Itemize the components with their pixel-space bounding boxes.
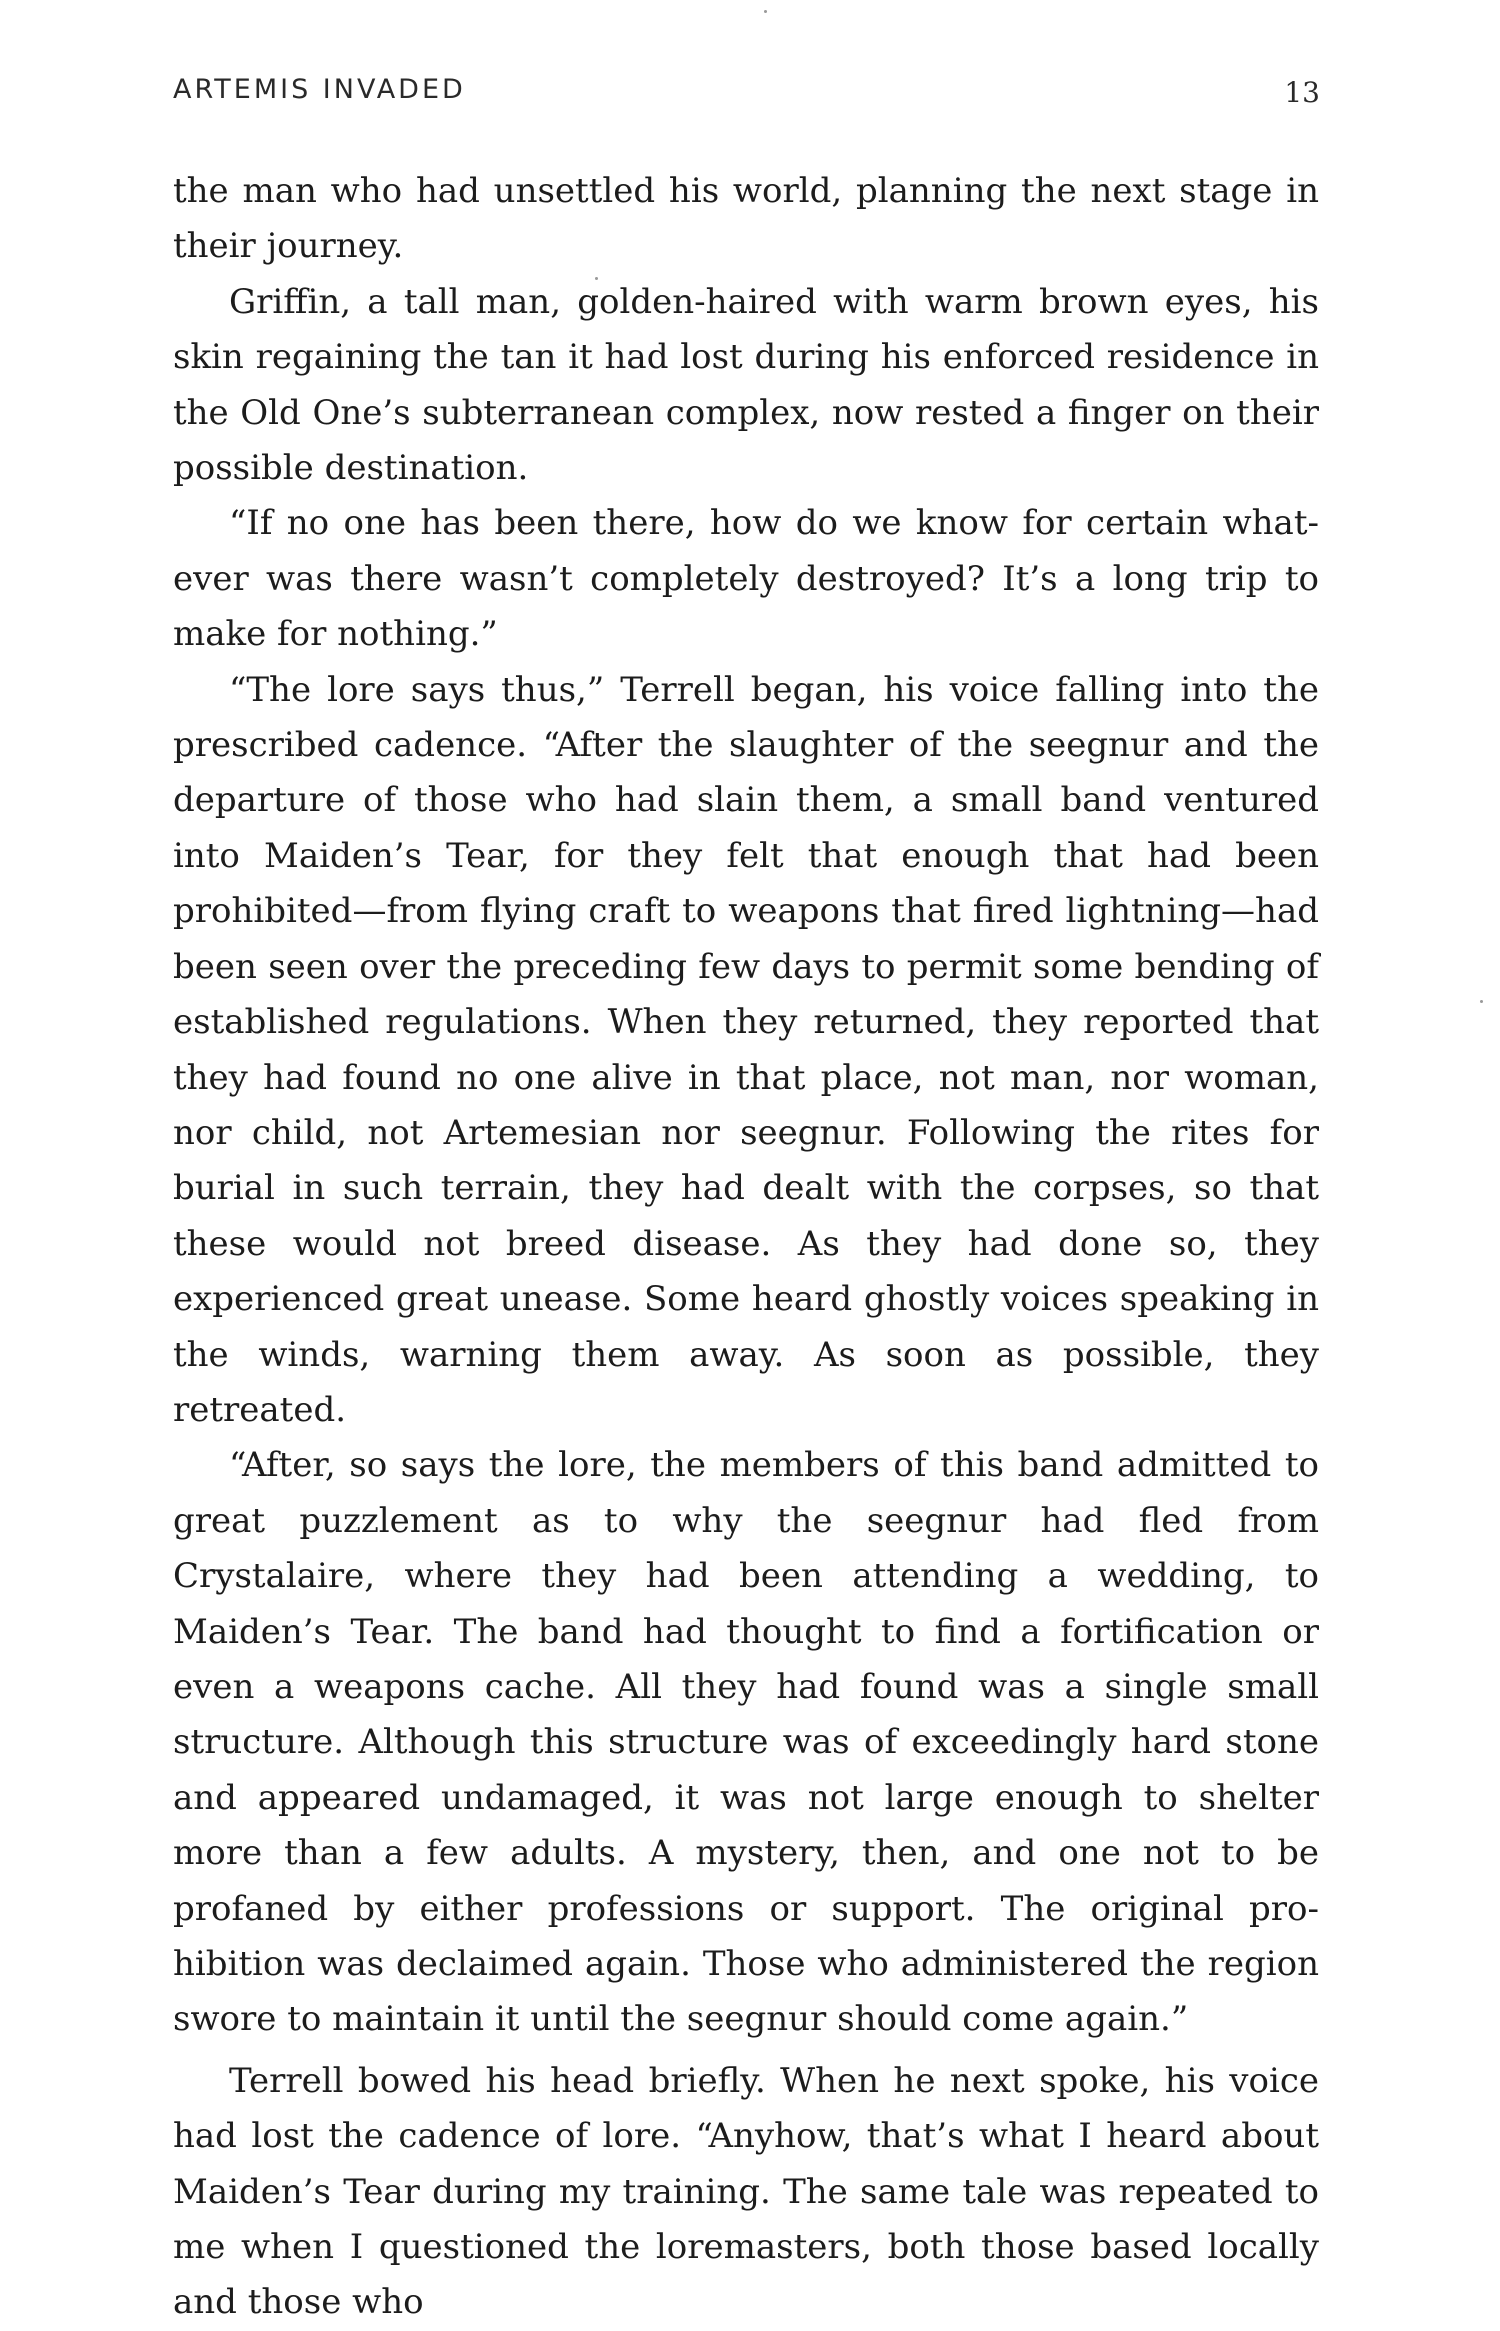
paragraph-lore-puzzlement: “After, so says the lore, the members of this band admitted to great puzzlement as to why the seegnur had fled from Crystalaire, where they had been attending a wedding, to Maiden’s Tear. The band had thought to find a fortification or even a weapons cache. All they had found was a single small structure. Although this structure was of exceedingly hard stone and appeared undamaged, it was not large enough to shelter more than a few adults. A mystery, then, and one not to be profaned by either professions or support. The original prohibition was declaimed again. Those who administered the region swore to maintain it until the seegnur should come again.” [173,1445,1319,2040]
scan-speck [1480,1000,1483,1003]
scan-speck [595,277,598,280]
running-head-title: ARTEMIS INVADED [173,74,466,105]
paragraph-terrell-aside: Terrell bowed his head briefly. When he next spoke, his voice had lost the cadence of lore. “Anyhow, that’s what I heard about Maiden’s Tear during my training. The same tale was repeated to me when I questioned the loremasters, both those based locally and those who [173,2060,1319,2323]
paragraph-lore-recitation: “The lore says thus,” Terrell began, his voice falling into the prescribed cadence. “After the slaughter of the seegnur and the departure of those who had slain them, a small band ventured into Maiden’s Tear, for they felt that enough that had been prohibited—from flying craft to weapons that fired lightning—had been seen over the preceding few days to permit some bending of established regulations. When they returned, they reported that they had found no one alive in that place, not man, nor woman, nor child, not Artemesian nor seegnur. Following the rites for burial in such terrain, they had dealt with the corpses, so that these would not breed disease. As they had done so, they experienced great unease. Some heard ghostly voices speaking in the winds, warning them away. As soon as possible, they retreated. [173,669,1319,1430]
page-number: 13 [1284,76,1320,109]
body-text [173,164,1319,2331]
paragraph-griffin-question: “If no one has been there, how do we know for certain whatever was there wasn’t completely destroyed? It’s a long trip to make for nothing.” [173,503,1319,655]
paragraph-griffin-description: Griffin, a tall man, golden-haired with warm brown eyes, his skin regaining the tan it had lost during his enforced residence in the Old One’s subterranean complex, now rested a finger on their possible destination. [173,281,1319,489]
paragraph-continuation: the man who had unsettled his world, planning the next stage in their journey. [173,171,1319,267]
scan-speck [764,10,767,13]
